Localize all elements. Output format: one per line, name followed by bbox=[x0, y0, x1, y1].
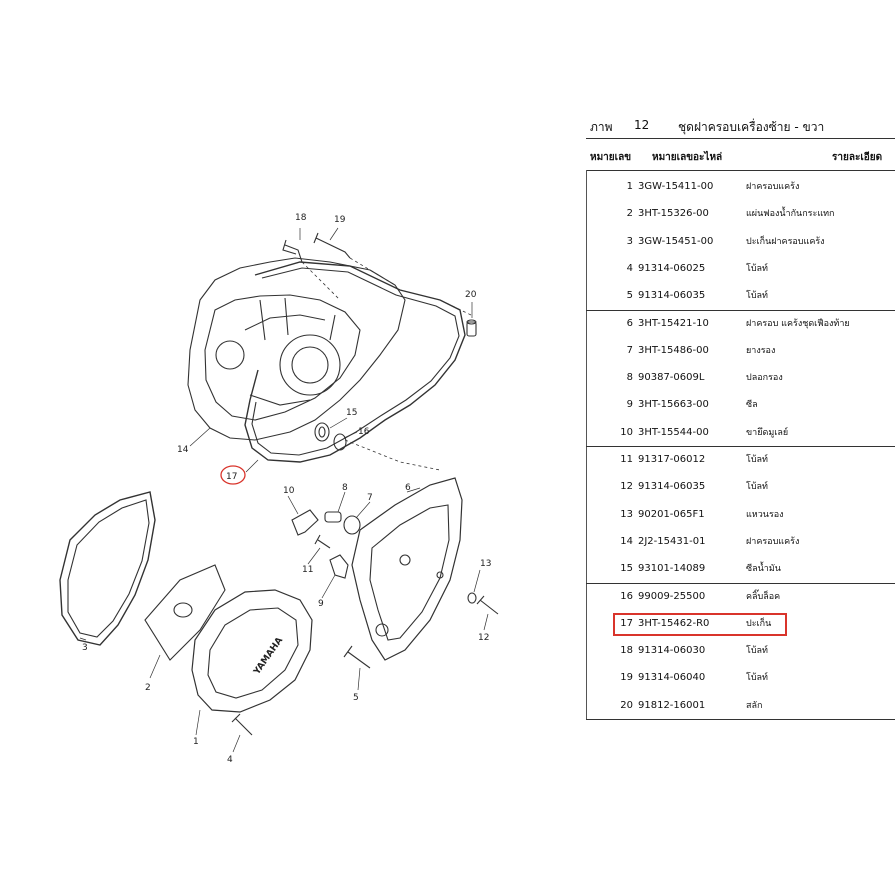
part-description: โบ้ลท์ bbox=[746, 455, 768, 465]
part-number-index: 15 bbox=[620, 563, 633, 575]
part-code: 91812-16001 bbox=[638, 699, 706, 711]
callout-14: 14 bbox=[177, 445, 189, 455]
table-row bbox=[586, 699, 895, 726]
callout-9: 9 bbox=[318, 599, 324, 609]
callout-18: 18 bbox=[295, 213, 307, 223]
part-description: ซีลน้ำมัน bbox=[746, 564, 781, 575]
callout-8: 8 bbox=[342, 483, 348, 493]
part-code: 3GW-15411-00 bbox=[638, 181, 714, 192]
part-description: แหวนรอง bbox=[746, 509, 784, 520]
part-number-index: 2 bbox=[626, 208, 633, 220]
part-code: 91314-06035 bbox=[638, 290, 706, 302]
callout-20: 20 bbox=[465, 290, 477, 300]
column-header-rule bbox=[586, 170, 895, 171]
part-number-index: 18 bbox=[620, 645, 633, 657]
part-description: โบ้ลท์ bbox=[746, 263, 768, 274]
part-code: 90201-065F1 bbox=[638, 508, 705, 520]
table-row bbox=[586, 562, 895, 589]
table-row bbox=[586, 453, 895, 480]
callout-5: 5 bbox=[353, 693, 359, 703]
part-number-index: 1 bbox=[626, 181, 633, 192]
part-number-index: 14 bbox=[620, 535, 633, 547]
part-description: ขายึดมูเลย์ bbox=[746, 427, 789, 438]
part-number-index: 20 bbox=[620, 699, 633, 711]
callout-13: 13 bbox=[480, 559, 492, 569]
callout-19: 19 bbox=[334, 215, 346, 225]
part-number-index: 6 bbox=[626, 317, 633, 329]
part-code: 99009-25500 bbox=[638, 590, 706, 602]
callout-3: 3 bbox=[82, 643, 88, 653]
part-number-index: 13 bbox=[620, 508, 633, 520]
callout-17: 17 bbox=[226, 472, 238, 482]
part-number-index: 8 bbox=[626, 372, 633, 384]
table-row bbox=[586, 289, 895, 316]
part-number-index: 10 bbox=[620, 426, 633, 438]
table-row bbox=[586, 207, 895, 234]
table-row bbox=[586, 508, 895, 535]
part-description: ยางรอง bbox=[746, 345, 776, 356]
table-row bbox=[586, 344, 895, 371]
table-row bbox=[586, 644, 895, 671]
part-code: 3HT-15462-R0 bbox=[638, 617, 710, 629]
part-description: ฝาครอบแคร้ง bbox=[746, 536, 800, 547]
part-code: 3HT-15486-00 bbox=[638, 344, 709, 356]
callout-4: 4 bbox=[227, 755, 233, 765]
part-code: 91314-06035 bbox=[638, 481, 706, 493]
part-code: 3HT-15663-00 bbox=[638, 399, 709, 411]
part-code: 91314-06030 bbox=[638, 645, 706, 657]
callout-1: 1 bbox=[193, 737, 199, 747]
part-description: ปะเก็น bbox=[746, 618, 772, 629]
callout-6: 6 bbox=[405, 483, 411, 493]
part-number-index: 12 bbox=[620, 481, 633, 493]
row-17-highlight-box bbox=[613, 613, 787, 636]
part-code: 93101-14089 bbox=[638, 563, 706, 575]
part-description: แผ่นฟองน้ำกันกระแทก bbox=[746, 209, 835, 220]
table-row bbox=[586, 317, 895, 344]
column-header-no: หมายเลข bbox=[590, 152, 632, 163]
part-code: 91314-06025 bbox=[638, 262, 706, 274]
yamaha-logo: YAMAHA bbox=[252, 635, 286, 677]
part-description: ซีล bbox=[746, 400, 758, 411]
part-number-index: 4 bbox=[626, 262, 633, 274]
part-description: ฝาครอบแคร้ง bbox=[746, 182, 800, 192]
part-description: โบ้ลท์ bbox=[746, 646, 768, 657]
part-code: 3HT-15544-00 bbox=[638, 426, 709, 438]
part-code: 91314-06040 bbox=[638, 672, 706, 684]
part-description: ปลอกรอง bbox=[746, 373, 783, 384]
part-code: 91317-06012 bbox=[638, 454, 706, 465]
part-number-index: 9 bbox=[626, 399, 633, 411]
part-code: 90387-0609L bbox=[638, 372, 705, 384]
table-row bbox=[586, 262, 895, 289]
crankcase-cover-14 bbox=[188, 258, 405, 440]
part-description: ฝาครอบ แคร้งชุดเฟืองท้าย bbox=[746, 318, 850, 329]
part-number-index: 7 bbox=[626, 344, 633, 356]
part-description: สลัก bbox=[746, 700, 763, 711]
callout-11: 11 bbox=[302, 565, 314, 575]
part-number-index: 19 bbox=[620, 672, 633, 684]
part-code: 3HT-15326-00 bbox=[638, 208, 709, 220]
part-number-index: 5 bbox=[626, 290, 633, 302]
part-description: ปะเก็นฝาครอบแคร้ง bbox=[746, 236, 825, 247]
part-number-index: 11 bbox=[620, 454, 633, 465]
column-header-part-no: หมายเลขอะไหล่ bbox=[652, 152, 723, 163]
part-code: 3HT-15421-10 bbox=[638, 317, 709, 329]
part-number-index: 16 bbox=[620, 590, 633, 602]
part-number-index: 3 bbox=[626, 235, 633, 247]
table-row bbox=[586, 398, 895, 425]
callout-10: 10 bbox=[283, 486, 295, 496]
table-bottom-rule bbox=[586, 719, 895, 720]
table-row bbox=[586, 235, 895, 262]
table-row bbox=[586, 480, 895, 507]
figure-title: ชุดฝาครอบเครื่องซ้าย - ขวา bbox=[678, 120, 825, 134]
table-row bbox=[586, 426, 895, 453]
callout-7: 7 bbox=[367, 493, 373, 503]
callout-16: 16 bbox=[358, 427, 370, 437]
figure-number: 12 bbox=[634, 118, 650, 132]
table-row bbox=[586, 371, 895, 398]
part-code: 2J2-15431-01 bbox=[638, 535, 706, 547]
figure-label: ภาพ bbox=[590, 120, 613, 134]
part-number-index: 17 bbox=[620, 617, 633, 629]
callout-12: 12 bbox=[478, 633, 490, 643]
group-separator bbox=[586, 310, 895, 311]
part-description: โบ้ลท์ bbox=[746, 482, 768, 493]
column-header-description: รายละเอียด bbox=[832, 152, 883, 163]
part-description: โบ้ลท์ bbox=[746, 673, 768, 684]
header-rule bbox=[586, 138, 895, 139]
callout-15: 15 bbox=[346, 408, 358, 418]
part-description: โบ้ลท์ bbox=[746, 291, 768, 302]
group-separator bbox=[586, 583, 895, 584]
part-code: 3GW-15451-00 bbox=[638, 235, 714, 247]
callout-2: 2 bbox=[145, 683, 151, 693]
group-separator bbox=[586, 446, 895, 447]
table-row bbox=[586, 535, 895, 562]
table-row bbox=[586, 671, 895, 698]
part-description: คลิ๊บล็อค bbox=[746, 591, 781, 602]
table-row bbox=[586, 180, 895, 207]
